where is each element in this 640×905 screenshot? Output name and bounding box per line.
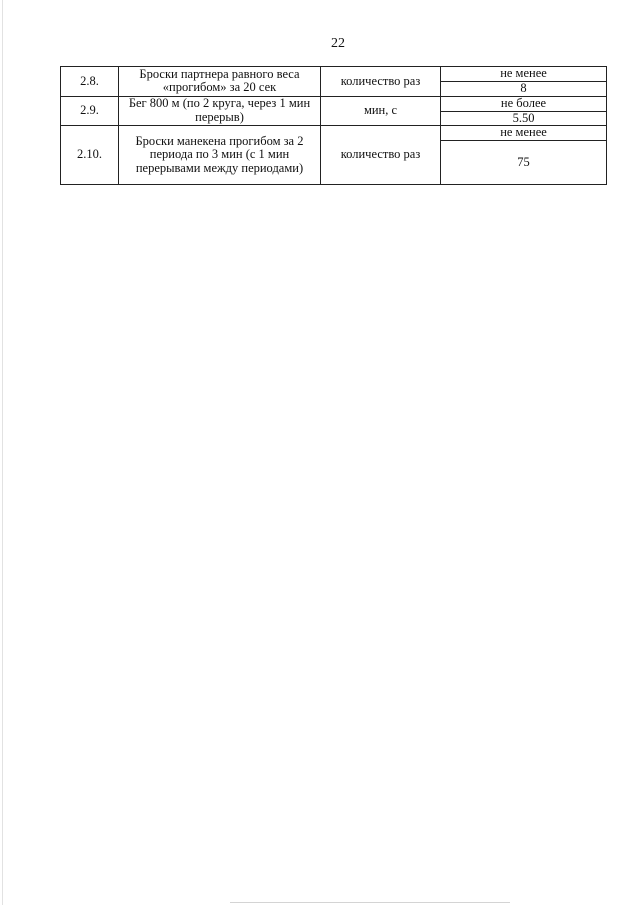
scan-left-edge [2,0,3,905]
row-number: 2.8. [61,67,119,97]
table-row [61,126,607,141]
qualifier-cell: не более [441,96,607,111]
scan-bottom-edge [230,902,510,903]
value-cell: 8 [441,82,607,97]
exercise-name: Броски манекена прогибом за 2 периода по 3 мин (с 1 мин перерывами между периодами) [119,126,321,185]
standards-table [60,66,607,185]
table-row [61,67,607,82]
unit-cell: мин, с [321,96,441,126]
row-number: 2.10. [61,126,119,185]
page-number: 22 [331,36,345,51]
unit-cell: количество раз [321,67,441,97]
exercise-name: Бег 800 м (по 2 круга, через 1 мин перерыв) [119,96,321,126]
qualifier-cell: не менее [441,67,607,82]
row-number: 2.9. [61,96,119,126]
unit-cell: количество раз [321,126,441,185]
table-row [61,96,607,111]
exercise-name: Броски партнера равного веса «прогибом» за 20 сек [119,67,321,97]
qualifier-cell: не менее [441,126,607,141]
value-cell: 5.50 [441,111,607,126]
value-cell: 75 [441,141,607,185]
